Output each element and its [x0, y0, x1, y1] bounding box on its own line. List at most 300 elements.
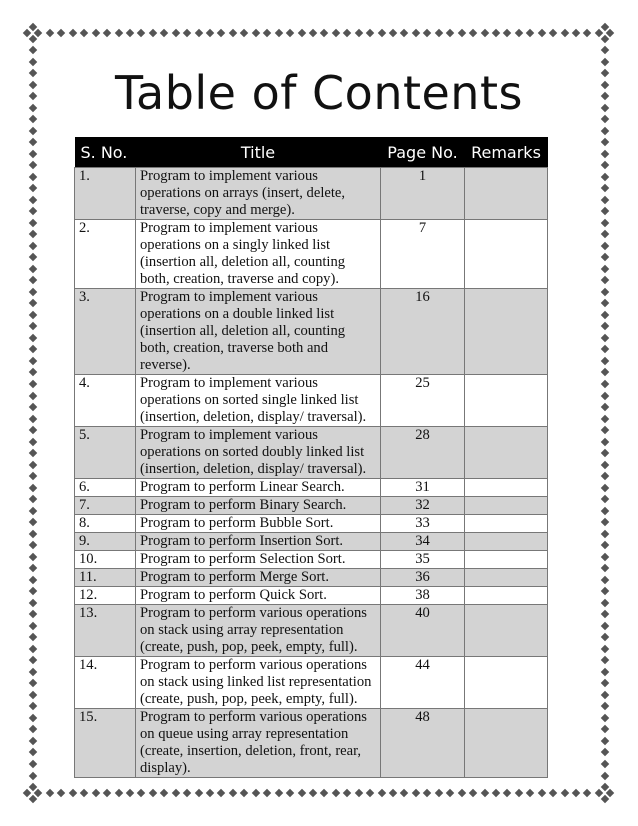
border-diamond-icon: [601, 391, 609, 399]
border-diamond-icon: [601, 610, 609, 618]
border-diamond-icon: [389, 789, 397, 797]
border-diamond-icon: [240, 29, 248, 37]
row-title: Program to implement various operations on a singly linked list (insertion all, deletion all, counting both, creation, traverse and copy).: [136, 220, 381, 289]
border-diamond-icon: [601, 529, 609, 537]
table-row: [75, 515, 548, 533]
page-title: Table of Contents: [115, 66, 523, 120]
border-diamond-icon: [601, 506, 609, 514]
header-page: Page No.: [381, 137, 465, 168]
border-diamond-icon: [537, 789, 545, 797]
border-diamond-icon: [354, 789, 362, 797]
border-diamond-icon: [601, 230, 609, 238]
border-diamond-icon: [601, 299, 609, 307]
border-diamond-icon: [229, 29, 237, 37]
border-diamond-icon: [526, 789, 534, 797]
border-diamond-icon: [549, 29, 557, 37]
border-diamond-icon: [601, 403, 609, 411]
border-diamond-icon: [29, 668, 37, 676]
row-title: Program to perform Quick Sort.: [136, 587, 381, 605]
row-sno: 14.: [75, 657, 136, 709]
border-diamond-icon: [149, 29, 157, 37]
border-left: [26, 24, 40, 802]
row-sno: 2.: [75, 220, 136, 289]
row-sno: 7.: [75, 497, 136, 515]
border-diamond-icon: [515, 29, 523, 37]
border-diamond-icon: [583, 29, 591, 37]
border-diamond-icon: [194, 29, 202, 37]
border-diamond-icon: [601, 783, 609, 791]
border-diamond-icon: [29, 149, 37, 157]
border-diamond-icon: [601, 449, 609, 457]
row-remarks: [465, 587, 548, 605]
table-row: [75, 605, 548, 657]
border-diamond-icon: [389, 29, 397, 37]
border-diamond-icon: [29, 23, 37, 31]
border-diamond-icon: [29, 334, 37, 342]
border-diamond-icon: [412, 29, 420, 37]
border-diamond-icon: [601, 276, 609, 284]
border-diamond-icon: [435, 789, 443, 797]
border-diamond-icon: [601, 737, 609, 745]
border-diamond-icon: [601, 599, 609, 607]
border-diamond-icon: [29, 138, 37, 146]
border-diamond-icon: [332, 29, 340, 37]
border-diamond-icon: [601, 161, 609, 169]
border-diamond-icon: [560, 789, 568, 797]
border-diamond-icon: [286, 789, 294, 797]
border-diamond-icon: [29, 495, 37, 503]
border-diamond-icon: [601, 564, 609, 572]
border-diamond-icon: [480, 789, 488, 797]
border-diamond-icon: [320, 29, 328, 37]
border-diamond-icon: [537, 29, 545, 37]
border-diamond-icon: [601, 483, 609, 491]
border-diamond-icon: [29, 184, 37, 192]
border-diamond-icon: [29, 426, 37, 434]
row-sno: 9.: [75, 533, 136, 551]
row-title: Program to perform various operations on queue using array representation (create, insertion, deletion, front, rear, display).: [136, 709, 381, 778]
border-diamond-icon: [601, 149, 609, 157]
border-diamond-icon: [114, 789, 122, 797]
border-diamond-icon: [601, 541, 609, 549]
table-row: [75, 220, 548, 289]
border-diamond-icon: [29, 783, 37, 791]
border-diamond-icon: [137, 789, 145, 797]
border-diamond-icon: [57, 789, 65, 797]
row-remarks: [465, 479, 548, 497]
border-diamond-icon: [126, 789, 134, 797]
row-remarks: [465, 709, 548, 778]
row-page: 48: [381, 709, 465, 778]
border-diamond-icon: [601, 518, 609, 526]
table-row: [75, 709, 548, 778]
border-diamond-icon: [263, 789, 271, 797]
border-bottom: [24, 786, 614, 800]
table-row: [75, 587, 548, 605]
border-diamond-icon: [29, 322, 37, 330]
border-diamond-icon: [286, 29, 294, 37]
row-sno: 5.: [75, 427, 136, 479]
border-diamond-icon: [320, 789, 328, 797]
border-diamond-icon: [469, 29, 477, 37]
border-diamond-icon: [29, 230, 37, 238]
border-diamond-icon: [366, 29, 374, 37]
table-row: [75, 289, 548, 375]
border-diamond-icon: [29, 449, 37, 457]
border-diamond-icon: [160, 789, 168, 797]
row-title: Program to perform various operations on stack using array representation (create, push, pop, peek, empty, full).: [136, 605, 381, 657]
row-sno: 13.: [75, 605, 136, 657]
border-diamond-icon: [601, 702, 609, 710]
border-diamond-icon: [377, 789, 385, 797]
border-diamond-icon: [29, 748, 37, 756]
border-diamond-icon: [29, 161, 37, 169]
border-diamond-icon: [29, 276, 37, 284]
border-diamond-icon: [601, 622, 609, 630]
row-title: Program to perform Bubble Sort.: [136, 515, 381, 533]
border-diamond-icon: [601, 552, 609, 560]
border-diamond-icon: [549, 789, 557, 797]
border-diamond-icon: [601, 668, 609, 676]
border-diamond-icon: [29, 368, 37, 376]
border-diamond-icon: [103, 29, 111, 37]
border-diamond-icon: [149, 789, 157, 797]
border-diamond-icon: [601, 207, 609, 215]
border-diamond-icon: [309, 29, 317, 37]
border-diamond-icon: [29, 760, 37, 768]
border-diamond-icon: [252, 789, 260, 797]
border-diamond-icon: [263, 29, 271, 37]
row-remarks: [465, 569, 548, 587]
border-diamond-icon: [183, 29, 191, 37]
border-diamond-icon: [103, 789, 111, 797]
border-diamond-icon: [229, 789, 237, 797]
border-diamond-icon: [601, 46, 609, 54]
border-diamond-icon: [377, 29, 385, 37]
table-row: [75, 427, 548, 479]
row-remarks: [465, 657, 548, 709]
header-remarks: Remarks: [465, 137, 548, 168]
border-diamond-icon: [29, 564, 37, 572]
border-diamond-icon: [526, 29, 534, 37]
border-diamond-icon: [29, 299, 37, 307]
row-sno: 11.: [75, 569, 136, 587]
border-diamond-icon: [601, 253, 609, 261]
border-diamond-icon: [601, 495, 609, 503]
row-title: Program to implement various operations on arrays (insert, delete, traverse, copy and merge).: [136, 168, 381, 220]
row-title: Program to implement various operations on a double linked list (insertion all, deletion all, counting both, creation, traverse both and reverse).: [136, 289, 381, 375]
border-diamond-icon: [297, 29, 305, 37]
border-diamond-icon: [492, 29, 500, 37]
row-sno: 8.: [75, 515, 136, 533]
border-diamond-icon: [601, 656, 609, 664]
row-remarks: [465, 375, 548, 427]
border-diamond-icon: [400, 789, 408, 797]
border-diamond-icon: [91, 789, 99, 797]
border-diamond-icon: [601, 380, 609, 388]
border-diamond-icon: [601, 725, 609, 733]
border-diamond-icon: [29, 702, 37, 710]
row-page: 31: [381, 479, 465, 497]
border-diamond-icon: [29, 403, 37, 411]
border-diamond-icon: [29, 253, 37, 261]
border-diamond-icon: [601, 334, 609, 342]
border-diamond-icon: [29, 656, 37, 664]
border-diamond-icon: [29, 391, 37, 399]
border-diamond-icon: [435, 29, 443, 37]
border-diamond-icon: [274, 789, 282, 797]
row-sno: 3.: [75, 289, 136, 375]
border-diamond-icon: [503, 29, 511, 37]
row-remarks: [465, 427, 548, 479]
row-title: Program to perform Merge Sort.: [136, 569, 381, 587]
row-sno: 6.: [75, 479, 136, 497]
border-diamond-icon: [29, 541, 37, 549]
border-diamond-icon: [601, 57, 609, 65]
border-diamond-icon: [297, 789, 305, 797]
border-diamond-icon: [274, 29, 282, 37]
border-diamond-icon: [601, 633, 609, 641]
border-diamond-icon: [309, 789, 317, 797]
border-diamond-icon: [503, 789, 511, 797]
border-diamond-icon: [601, 460, 609, 468]
row-remarks: [465, 533, 548, 551]
border-diamond-icon: [29, 794, 37, 802]
border-diamond-icon: [29, 380, 37, 388]
border-diamond-icon: [601, 426, 609, 434]
border-diamond-icon: [29, 126, 37, 134]
row-title: Program to perform Selection Sort.: [136, 551, 381, 569]
border-diamond-icon: [601, 760, 609, 768]
row-remarks: [465, 605, 548, 657]
table-body: [75, 168, 548, 778]
border-diamond-icon: [29, 265, 37, 273]
border-diamond-icon: [29, 633, 37, 641]
border-diamond-icon: [137, 29, 145, 37]
border-diamond-icon: [91, 29, 99, 37]
border-diamond-icon: [601, 242, 609, 250]
border-diamond-icon: [217, 29, 225, 37]
border-diamond-icon: [446, 789, 454, 797]
row-sno: 1.: [75, 168, 136, 220]
border-diamond-icon: [29, 518, 37, 526]
table-row: [75, 551, 548, 569]
border-diamond-icon: [601, 645, 609, 653]
row-title: Program to perform Insertion Sort.: [136, 533, 381, 551]
row-page: 34: [381, 533, 465, 551]
row-page: 33: [381, 515, 465, 533]
table-row: [75, 168, 548, 220]
border-diamond-icon: [332, 789, 340, 797]
border-diamond-icon: [601, 126, 609, 134]
row-page: 25: [381, 375, 465, 427]
table-row: [75, 497, 548, 515]
border-diamond-icon: [206, 29, 214, 37]
border-diamond-icon: [601, 219, 609, 227]
border-diamond-icon: [601, 437, 609, 445]
border-diamond-icon: [69, 29, 77, 37]
table-row: [75, 375, 548, 427]
border-top: [24, 26, 614, 40]
border-diamond-icon: [114, 29, 122, 37]
border-diamond-icon: [29, 207, 37, 215]
border-diamond-icon: [29, 714, 37, 722]
border-diamond-icon: [69, 789, 77, 797]
row-title: Program to implement various operations on sorted single linked list (insertion, deletion, display/ traversal).: [136, 375, 381, 427]
border-diamond-icon: [457, 29, 465, 37]
border-diamond-icon: [206, 789, 214, 797]
row-page: 16: [381, 289, 465, 375]
row-remarks: [465, 220, 548, 289]
border-diamond-icon: [480, 29, 488, 37]
row-sno: 4.: [75, 375, 136, 427]
row-remarks: [465, 551, 548, 569]
border-diamond-icon: [469, 789, 477, 797]
border-diamond-icon: [601, 679, 609, 687]
border-diamond-icon: [29, 645, 37, 653]
row-sno: 15.: [75, 709, 136, 778]
border-diamond-icon: [366, 789, 374, 797]
border-diamond-icon: [29, 172, 37, 180]
border-diamond-icon: [29, 414, 37, 422]
border-diamond-icon: [492, 789, 500, 797]
border-diamond-icon: [423, 29, 431, 37]
border-diamond-icon: [601, 34, 609, 42]
border-diamond-icon: [601, 311, 609, 319]
border-diamond-icon: [583, 789, 591, 797]
border-diamond-icon: [29, 622, 37, 630]
row-title: Program to implement various operations on sorted doubly linked list (insertion, deletion, display/ traversal).: [136, 427, 381, 479]
border-diamond-icon: [400, 29, 408, 37]
border-diamond-icon: [601, 587, 609, 595]
border-diamond-icon: [80, 789, 88, 797]
border-diamond-icon: [572, 789, 580, 797]
border-diamond-icon: [29, 345, 37, 353]
row-page: 32: [381, 497, 465, 515]
border-diamond-icon: [601, 748, 609, 756]
border-diamond-icon: [354, 29, 362, 37]
border-diamond-icon: [29, 472, 37, 480]
border-diamond-icon: [29, 679, 37, 687]
border-diamond-icon: [412, 789, 420, 797]
border-diamond-icon: [57, 29, 65, 37]
row-page: 28: [381, 427, 465, 479]
row-title: Program to perform Binary Search.: [136, 497, 381, 515]
border-diamond-icon: [80, 29, 88, 37]
border-diamond-icon: [601, 771, 609, 779]
row-remarks: [465, 497, 548, 515]
border-diamond-icon: [29, 587, 37, 595]
border-diamond-icon: [194, 789, 202, 797]
border-diamond-icon: [601, 368, 609, 376]
border-diamond-icon: [601, 576, 609, 584]
border-diamond-icon: [29, 195, 37, 203]
border-diamond-icon: [560, 29, 568, 37]
border-diamond-icon: [183, 789, 191, 797]
border-diamond-icon: [29, 576, 37, 584]
border-diamond-icon: [29, 46, 37, 54]
border-diamond-icon: [423, 789, 431, 797]
row-page: 38: [381, 587, 465, 605]
border-diamond-icon: [29, 552, 37, 560]
border-diamond-icon: [29, 311, 37, 319]
border-diamond-icon: [171, 789, 179, 797]
border-diamond-icon: [601, 195, 609, 203]
table-header-row: [75, 137, 548, 168]
border-diamond-icon: [601, 691, 609, 699]
border-diamond-icon: [29, 610, 37, 618]
border-diamond-icon: [29, 437, 37, 445]
header-sno: S. No.: [75, 137, 136, 168]
border-diamond-icon: [601, 472, 609, 480]
row-title: Program to perform various operations on stack using linked list representation (create, push, pop, peek, empty, full).: [136, 657, 381, 709]
border-diamond-icon: [29, 529, 37, 537]
border-diamond-icon: [572, 29, 580, 37]
border-diamond-icon: [240, 789, 248, 797]
border-diamond-icon: [29, 737, 37, 745]
border-diamond-icon: [46, 29, 54, 37]
border-diamond-icon: [601, 23, 609, 31]
row-page: 7: [381, 220, 465, 289]
border-diamond-icon: [601, 714, 609, 722]
table-row: [75, 569, 548, 587]
row-sno: 12.: [75, 587, 136, 605]
row-remarks: [465, 289, 548, 375]
border-diamond-icon: [29, 357, 37, 365]
border-diamond-icon: [46, 789, 54, 797]
border-diamond-icon: [29, 771, 37, 779]
border-diamond-icon: [457, 789, 465, 797]
row-page: 36: [381, 569, 465, 587]
header-title: Title: [136, 137, 381, 168]
border-diamond-icon: [29, 57, 37, 65]
border-diamond-icon: [29, 460, 37, 468]
contents-table: [74, 137, 548, 778]
row-remarks: [465, 515, 548, 533]
border-diamond-icon: [29, 691, 37, 699]
border-diamond-icon: [446, 29, 454, 37]
border-diamond-icon: [217, 789, 225, 797]
row-page: 44: [381, 657, 465, 709]
row-sno: 10.: [75, 551, 136, 569]
border-diamond-icon: [126, 29, 134, 37]
row-remarks: [465, 168, 548, 220]
row-page: 1: [381, 168, 465, 220]
border-diamond-icon: [171, 29, 179, 37]
border-diamond-icon: [29, 242, 37, 250]
border-diamond-icon: [29, 599, 37, 607]
border-diamond-icon: [29, 288, 37, 296]
row-title: Program to perform Linear Search.: [136, 479, 381, 497]
border-diamond-icon: [601, 357, 609, 365]
border-diamond-icon: [601, 138, 609, 146]
border-diamond-icon: [601, 794, 609, 802]
border-diamond-icon: [601, 414, 609, 422]
border-diamond-icon: [29, 725, 37, 733]
border-diamond-icon: [343, 789, 351, 797]
border-diamond-icon: [601, 288, 609, 296]
border-right: [598, 24, 612, 802]
border-diamond-icon: [29, 34, 37, 42]
row-page: 40: [381, 605, 465, 657]
table-row: [75, 657, 548, 709]
border-diamond-icon: [29, 219, 37, 227]
border-diamond-icon: [343, 29, 351, 37]
row-page: 35: [381, 551, 465, 569]
border-diamond-icon: [252, 29, 260, 37]
border-diamond-icon: [29, 506, 37, 514]
border-diamond-icon: [29, 483, 37, 491]
